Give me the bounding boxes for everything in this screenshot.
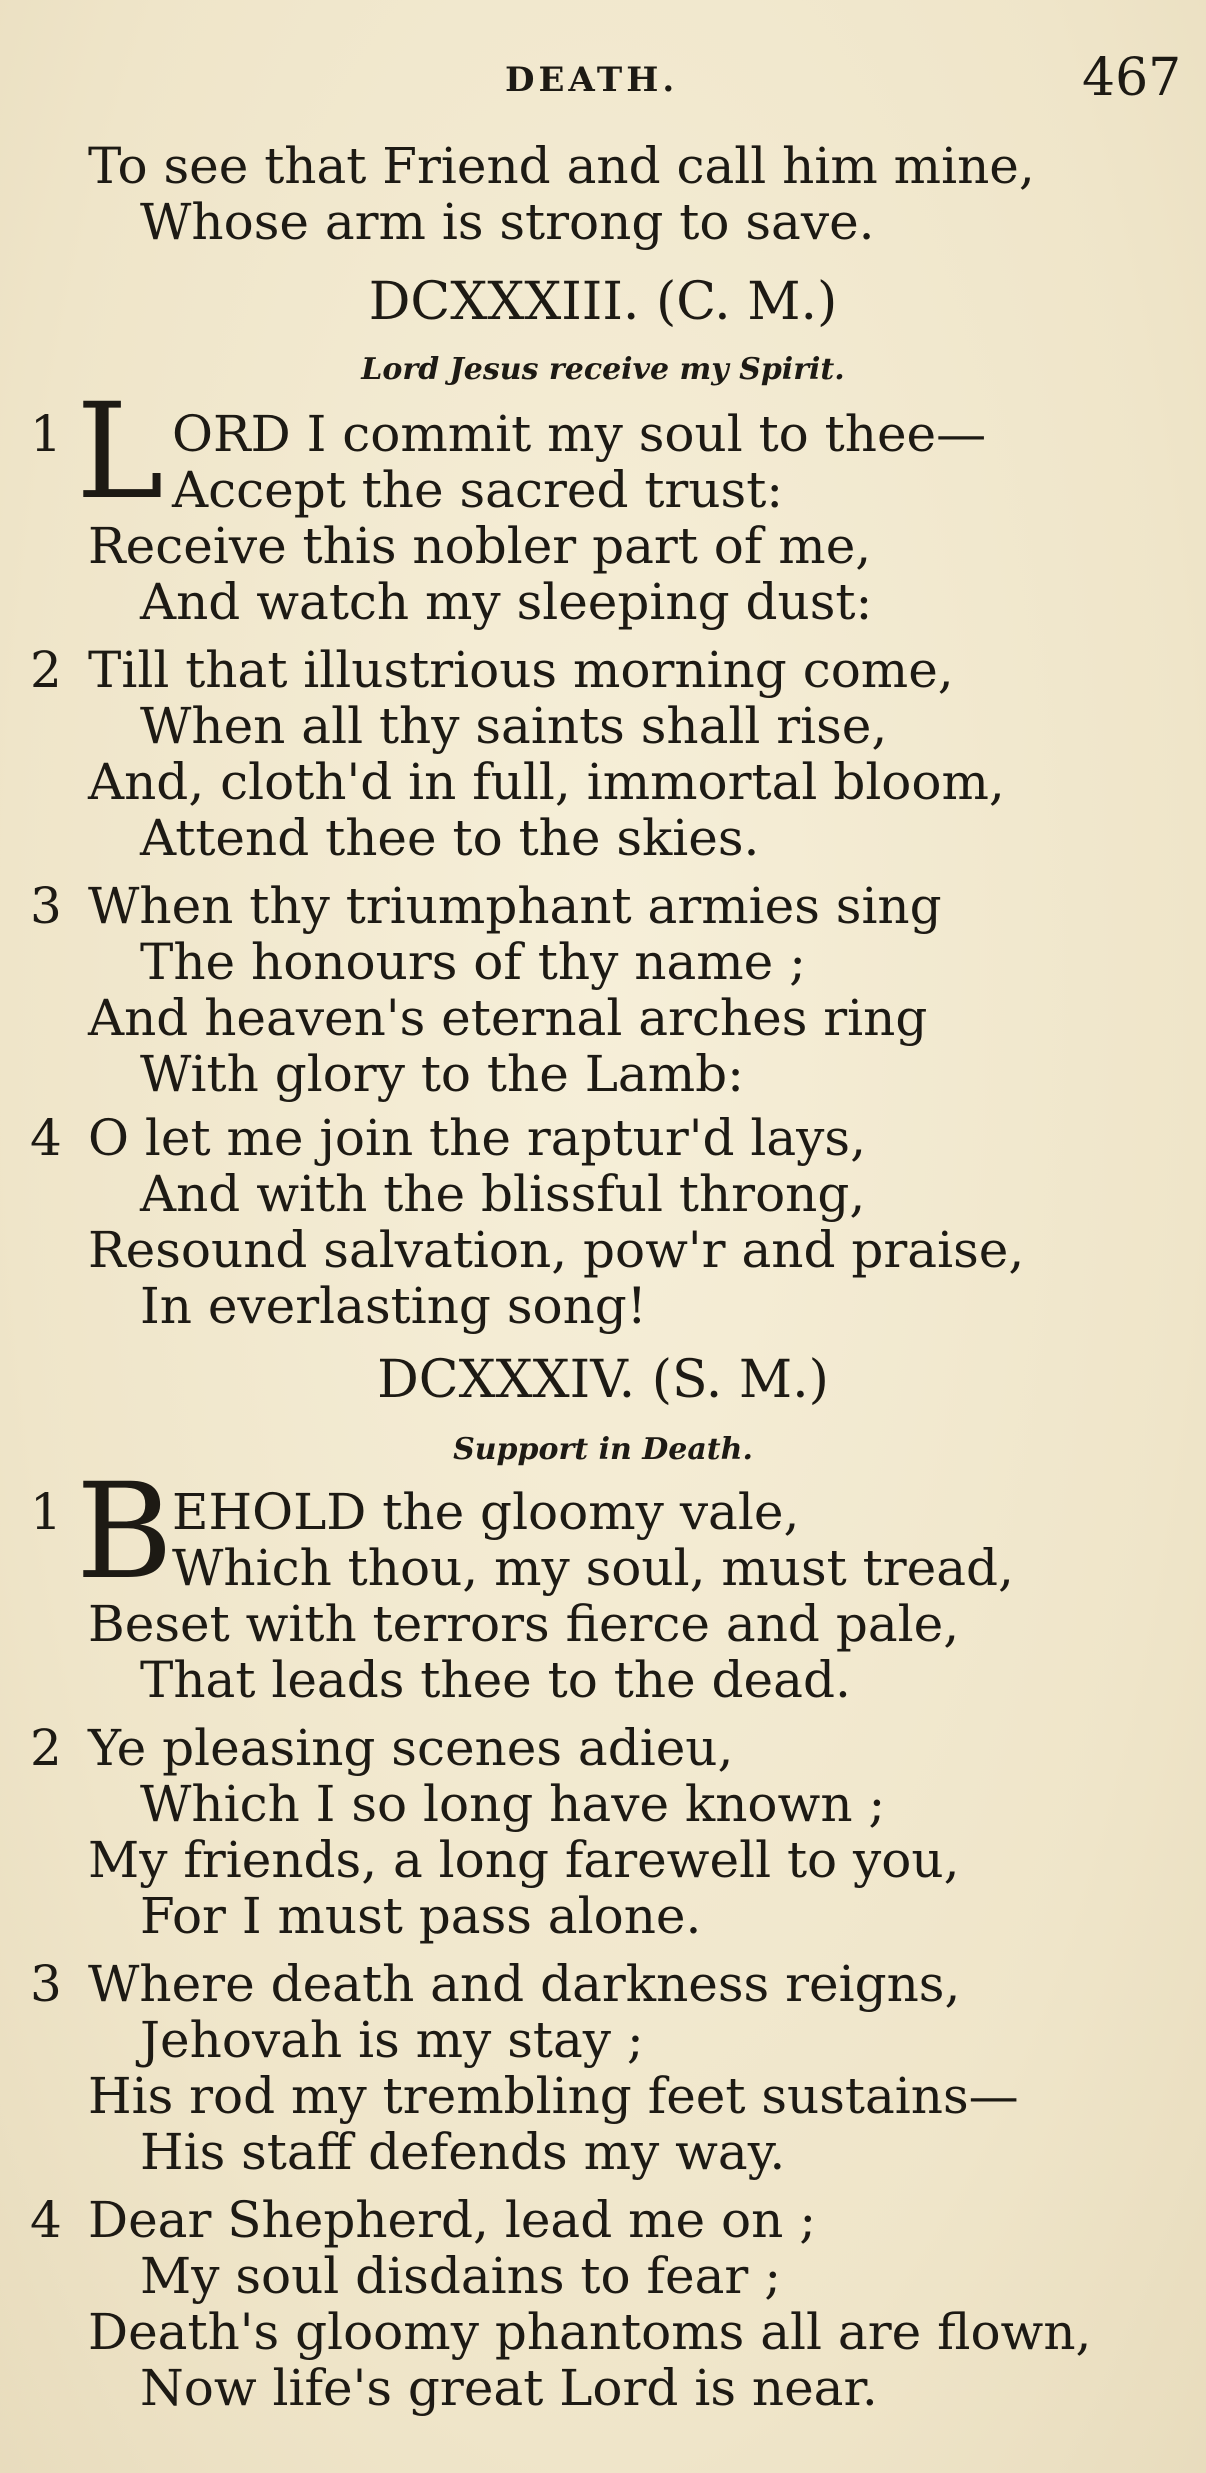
verse-number: 4	[30, 2191, 62, 2249]
drop-cap: L	[76, 375, 164, 529]
verse-line: Attend thee to the skies.	[140, 809, 760, 867]
verse-line: EHOLD the gloomy vale,	[172, 1483, 800, 1541]
verse-line: My friends, a long farewell to you,	[88, 1831, 960, 1889]
verse-line: Where death and darkness reigns,	[88, 1955, 961, 2013]
verse-line: That leads thee to the dead.	[140, 1651, 851, 1709]
verse-line: And watch my sleeping dust:	[140, 573, 873, 631]
verse-line: And heaven's eternal arches ring	[88, 989, 928, 1047]
page-header	[0, 48, 1206, 118]
verse-number: 1	[30, 1483, 62, 1541]
page-number: 467	[1082, 48, 1182, 108]
verse-number: 4	[30, 1109, 62, 1167]
verse-line: Resound salvation, pow'r and praise,	[88, 1221, 1025, 1279]
verse-line: When all thy saints shall rise,	[140, 697, 888, 755]
running-head: DEATH.	[505, 60, 679, 100]
verse-line: ORD I commit my soul to thee—	[172, 405, 987, 463]
verse-line: Death's gloomy phantoms all are flown,	[88, 2303, 1092, 2361]
verse-line: The honours of thy name ;	[140, 933, 806, 991]
verse-line: His rod my trembling feet sustains—	[88, 2067, 1019, 2125]
verse-line: And, cloth'd in full, immortal bloom,	[88, 753, 1005, 811]
verse-line: O let me join the raptur'd lays,	[88, 1109, 866, 1167]
carryover-line: To see that Friend and call him mine,	[88, 137, 1035, 195]
verse-line: Which I so long have known ;	[140, 1775, 886, 1833]
verse-line: Jehovah is my stay ;	[140, 2011, 644, 2069]
verse-number: 3	[30, 1955, 62, 2013]
hymn-title: DCXXXIII. (C. M.)	[368, 272, 838, 332]
verse-line: My soul disdains to fear ;	[140, 2247, 782, 2305]
verse-line: For I must pass alone.	[140, 1887, 702, 1945]
verse-line: Beset with terrors fierce and pale,	[88, 1595, 960, 1653]
hymn-title: DCXXXIV. (S. M.)	[377, 1350, 829, 1410]
drop-cap: B	[76, 1455, 174, 1609]
verse-line: And with the blissful throng,	[140, 1165, 866, 1223]
verse-line: Now life's great Lord is near.	[140, 2359, 878, 2417]
verse-line: Till that illustrious morning come,	[88, 641, 954, 699]
hymn-subtitle: Support in Death.	[453, 1432, 753, 1467]
verse-line: Dear Shepherd, lead me on ;	[88, 2191, 817, 2249]
verse-line: Receive this nobler part of me,	[88, 517, 872, 575]
verse-line: His staff defends my way.	[140, 2123, 786, 2181]
verse-line: Ye pleasing scenes adieu,	[88, 1719, 734, 1777]
hymn-subtitle: Lord Jesus receive my Spirit.	[361, 352, 845, 387]
verse-line: When thy triumphant armies sing	[88, 877, 942, 935]
verse-line: With glory to the Lamb:	[140, 1045, 744, 1103]
verse-line: In everlasting song!	[140, 1277, 647, 1335]
verse-line: Which thou, my soul, must tread,	[172, 1539, 1014, 1597]
verse-number: 3	[30, 877, 62, 935]
carryover-line: Whose arm is strong to save.	[140, 193, 875, 251]
verse-line: Accept the sacred trust:	[172, 461, 784, 519]
verse-number: 1	[30, 405, 62, 463]
verse-number: 2	[30, 1719, 62, 1777]
verse-number: 2	[30, 641, 62, 699]
